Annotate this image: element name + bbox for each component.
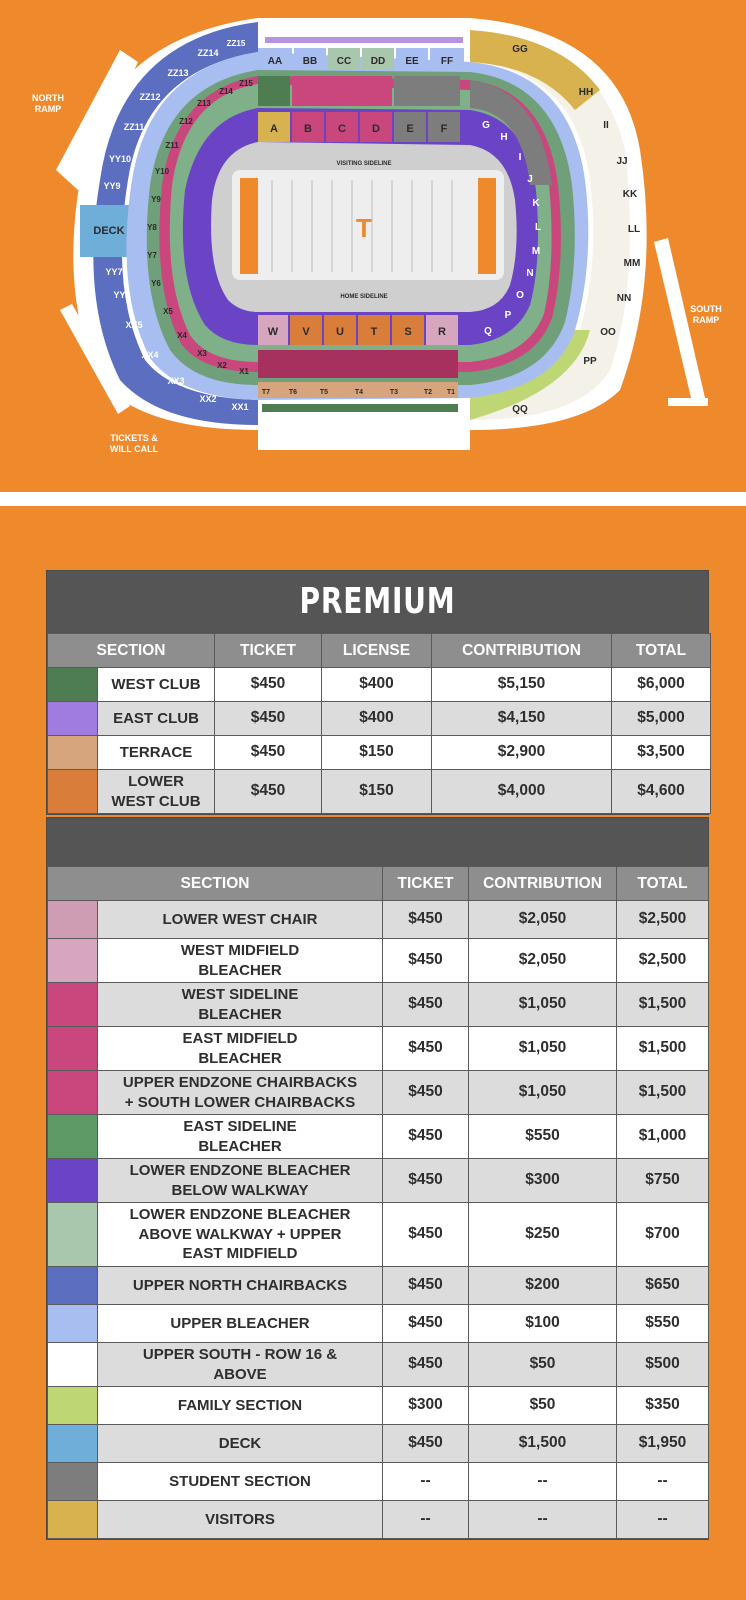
ticket-price: $450 [215,668,322,702]
svg-text:NORTH: NORTH [32,93,64,103]
svg-text:SOUTH: SOUTH [690,304,722,314]
total-price: $1,500 [617,983,709,1027]
section-xx4: XX4 [141,350,159,360]
premium-header-row [48,634,711,668]
ticket-price: $450 [215,702,322,736]
section-yy7: YY7 [105,267,123,277]
endzone-north [240,178,258,274]
contribution-price: -- [469,1501,617,1539]
section-n: N [526,268,534,279]
total-price: $1,000 [617,1115,709,1159]
section-name: LOWER WEST CLUB [98,770,215,814]
contribution-price: $200 [469,1267,617,1305]
ticket-price: $450 [383,1203,469,1267]
ticket-price: $300 [383,1387,469,1425]
total-price: $550 [617,1305,709,1343]
total-price: $4,600 [612,770,711,814]
section-t2: T2 [423,389,433,396]
section-name: EAST CLUB [98,702,215,736]
section-zz11: ZZ11 [123,122,145,132]
color-swatch [48,702,98,736]
contribution-price: $1,050 [469,1071,617,1115]
total-price: $3,500 [612,736,711,770]
section-z13: Z13 [197,99,211,108]
section-t1: T1 [446,389,456,396]
section-name: LOWER WEST CHAIR [98,901,383,939]
color-swatch [48,1071,98,1115]
general-table [46,817,709,1540]
section-name: LOWER ENDZONE BLEACHER ABOVE WALKWAY + UPPER EAST MIDFIELD [98,1203,383,1267]
general-col-contribution: CONTRIBUTION [469,867,617,901]
contribution-price: $5,150 [432,668,612,702]
section-w: W [267,326,279,338]
section-b: B [304,123,312,135]
contribution-price: $1,050 [469,983,617,1027]
section-t4: T4 [354,389,364,396]
total-price: $500 [617,1343,709,1387]
section-t3: T3 [389,389,399,396]
contribution-price: $2,050 [469,939,617,983]
south-ramp [654,238,722,406]
section-name: WEST SIDELINE BLEACHER [98,983,383,1027]
color-swatch [48,1203,98,1267]
contribution-price: $50 [469,1387,617,1425]
section-name: UPPER NORTH CHAIRBACKS [98,1267,383,1305]
general-row [48,1343,709,1387]
general-banner [47,818,708,866]
premium-col-section: SECTION [48,634,215,668]
section-hh: HH [578,87,594,98]
section-e: E [406,123,414,135]
section-g: G [482,120,490,131]
ticket-price: $450 [383,1343,469,1387]
ticket-price: $450 [383,1425,469,1463]
t-logo: T [356,213,372,243]
section-t5: T5 [319,389,329,396]
section-z11: Z11 [165,141,179,150]
section-z14: Z14 [219,87,233,96]
section-f: F [440,123,448,135]
section-dd: DD [370,56,386,67]
pricing-panel [0,506,746,1600]
section-y9: Y9 [151,195,161,204]
section-s: S [404,326,412,338]
color-swatch [48,1027,98,1071]
general-col-ticket: TICKET [383,867,469,901]
section-bb: BB [302,56,318,67]
section-ee: EE [405,56,419,67]
general-row [48,939,709,983]
section-p: P [504,310,512,321]
contribution-price: $100 [469,1305,617,1343]
section-pp: PP [583,356,597,367]
color-swatch [48,1425,98,1463]
section-t6: T6 [288,389,298,396]
ticket-price: $450 [383,1267,469,1305]
svg-text:WILL CALL: WILL CALL [109,444,159,454]
contribution-price: -- [469,1463,617,1501]
section-xx1: XX1 [231,402,249,412]
section-y6: Y6 [151,279,161,288]
section-name: UPPER SOUTH - ROW 16 & ABOVE [98,1343,383,1387]
section-a: A [270,123,278,135]
color-swatch [48,1463,98,1501]
section-oo: OO [600,327,616,338]
section-u: U [336,326,344,338]
section-aa: AA [267,56,283,67]
color-swatch [48,1115,98,1159]
section-ff: FF [440,56,454,67]
ticket-price: -- [383,1463,469,1501]
ticket-price: $450 [383,1115,469,1159]
section-y8: Y8 [147,223,157,232]
section-gg: GG [512,44,528,55]
color-swatch [48,1159,98,1203]
color-swatch [48,901,98,939]
stadium-map-svg [0,0,746,492]
premium-row [48,702,711,736]
color-swatch [48,1387,98,1425]
general-row [48,1203,709,1267]
section-name: VISITORS [98,1501,383,1539]
section-y7: Y7 [147,251,157,260]
svg-text:TICKETS &: TICKETS & [110,433,158,443]
section-jj: JJ [616,156,628,167]
general-row [48,1115,709,1159]
section-x3: X3 [197,349,207,358]
contribution-price: $300 [469,1159,617,1203]
premium-col-license: LICENSE [322,634,432,668]
section-z12: Z12 [179,117,193,126]
endzone-south [478,178,496,274]
section-name: FAMILY SECTION [98,1387,383,1425]
general-row [48,1159,709,1203]
contribution-price: $4,150 [432,702,612,736]
panel-divider [0,492,746,506]
general-row [48,1267,709,1305]
section-xx5: XX5 [125,320,143,330]
top-upper-row [258,34,470,70]
premium-title: PREMIUM [299,581,456,622]
general-row [48,1501,709,1539]
total-price: $2,500 [617,901,709,939]
color-swatch [48,1305,98,1343]
section-z15: Z15 [239,79,253,88]
color-swatch [48,770,98,814]
section-h: H [500,132,508,143]
section-x1: X1 [239,367,249,376]
deck-label: DECK [93,225,125,237]
general-row [48,1027,709,1071]
ticket-price: $450 [383,1159,469,1203]
section-ii: II [603,120,609,131]
section-qq: QQ [512,404,528,415]
section-t7: T7 [261,389,271,396]
ticket-price: -- [383,1501,469,1539]
svg-text:RAMP: RAMP [692,315,720,325]
section-x4: X4 [177,331,187,340]
section-x5: X5 [163,307,173,316]
ticket-price: $450 [383,1305,469,1343]
ticket-price: $450 [215,736,322,770]
total-price: -- [617,1501,709,1539]
contribution-price: $1,050 [469,1027,617,1071]
section-k: K [532,198,540,209]
section-name: WEST MIDFIELD BLEACHER [98,939,383,983]
general-body [48,901,709,1539]
section-xx3: XX3 [167,376,185,386]
section-v: V [302,326,310,338]
premium-col-contribution: CONTRIBUTION [432,634,612,668]
color-swatch [48,1343,98,1387]
section-name: TERRACE [98,736,215,770]
color-swatch [48,939,98,983]
section-d: D [372,123,380,135]
ticket-price: $450 [383,983,469,1027]
section-yy6: YY6 [113,290,131,300]
ticket-price: $450 [383,1027,469,1071]
general-header-row [48,867,709,901]
license-price: $400 [322,668,432,702]
section-name: DECK [98,1425,383,1463]
section-y10: Y10 [154,167,170,176]
license-price: $150 [322,770,432,814]
general-row [48,983,709,1027]
general-grid [47,866,709,1539]
section-name: WEST CLUB [98,668,215,702]
color-swatch [48,1267,98,1305]
section-c: C [338,123,346,135]
section-name: UPPER BLEACHER [98,1305,383,1343]
section-zz14: ZZ14 [197,48,219,58]
general-row [48,1071,709,1115]
total-price: $1,500 [617,1071,709,1115]
section-q: Q [484,326,492,337]
contribution-price: $250 [469,1203,617,1267]
general-col-total: TOTAL [617,867,709,901]
section-t: T [370,326,378,338]
east-lower-row [258,315,458,412]
premium-row [48,668,711,702]
color-swatch [48,736,98,770]
general-row [48,901,709,939]
contribution-price: $550 [469,1115,617,1159]
section-r: R [438,326,446,338]
section-name: EAST SIDELINE BLEACHER [98,1115,383,1159]
total-price: $2,500 [617,939,709,983]
total-price: $6,000 [612,668,711,702]
premium-row [48,770,711,814]
section-zz13: ZZ13 [167,68,189,78]
stadium-map [0,0,746,492]
premium-row [48,736,711,770]
color-swatch [48,983,98,1027]
section-nn: NN [616,293,632,304]
general-row [48,1387,709,1425]
section-kk: KK [622,189,638,200]
color-swatch [48,1501,98,1539]
section-zz12: ZZ12 [139,92,161,102]
premium-grid [47,633,711,814]
total-price: $1,500 [617,1027,709,1071]
home-sideline-label: HOME SIDELINE [340,294,388,300]
ticket-price: $450 [215,770,322,814]
premium-col-total: TOTAL [612,634,711,668]
section-o: O [516,290,524,301]
license-price: $400 [322,702,432,736]
total-price: $350 [617,1387,709,1425]
contribution-price: $1,500 [469,1425,617,1463]
section-zz15: ZZ15 [226,39,246,48]
ticket-price: $450 [383,901,469,939]
total-price: $750 [617,1159,709,1203]
contribution-price: $50 [469,1343,617,1387]
visiting-sideline-label: VISITING SIDELINE [336,161,392,167]
ticket-price: $450 [383,1071,469,1115]
total-price: $650 [617,1267,709,1305]
contribution-price: $2,050 [469,901,617,939]
section-xx2: XX2 [199,394,217,404]
general-row [48,1305,709,1343]
contribution-price: $4,000 [432,770,612,814]
premium-body [48,668,711,814]
section-yy9: YY9 [103,181,121,191]
premium-table [46,570,709,815]
general-col-section: SECTION [48,867,383,901]
section-name: STUDENT SECTION [98,1463,383,1501]
section-cc: CC [336,56,352,67]
total-price: $5,000 [612,702,711,736]
total-price: $1,950 [617,1425,709,1463]
total-price: -- [617,1463,709,1501]
section-name: UPPER ENDZONE CHAIRBACKS + SOUTH LOWER CHAIRBACKS [98,1071,383,1115]
premium-col-ticket: TICKET [215,634,322,668]
total-price: $700 [617,1203,709,1267]
color-swatch [48,668,98,702]
section-ll: LL [627,224,641,235]
section-m: M [531,246,541,257]
section-name: LOWER ENDZONE BLEACHER BELOW WALKWAY [98,1159,383,1203]
contribution-price: $2,900 [432,736,612,770]
section-yy10: YY10 [108,154,132,164]
section-mm: MM [623,258,641,269]
section-j: J [527,174,533,185]
general-row [48,1425,709,1463]
svg-text:RAMP: RAMP [34,104,62,114]
section-i: I [518,152,522,163]
ticket-price: $450 [383,939,469,983]
general-row [48,1463,709,1501]
section-l: L [534,222,542,233]
premium-banner [47,571,708,633]
section-name: EAST MIDFIELD BLEACHER [98,1027,383,1071]
license-price: $150 [322,736,432,770]
section-x2: X2 [217,361,227,370]
